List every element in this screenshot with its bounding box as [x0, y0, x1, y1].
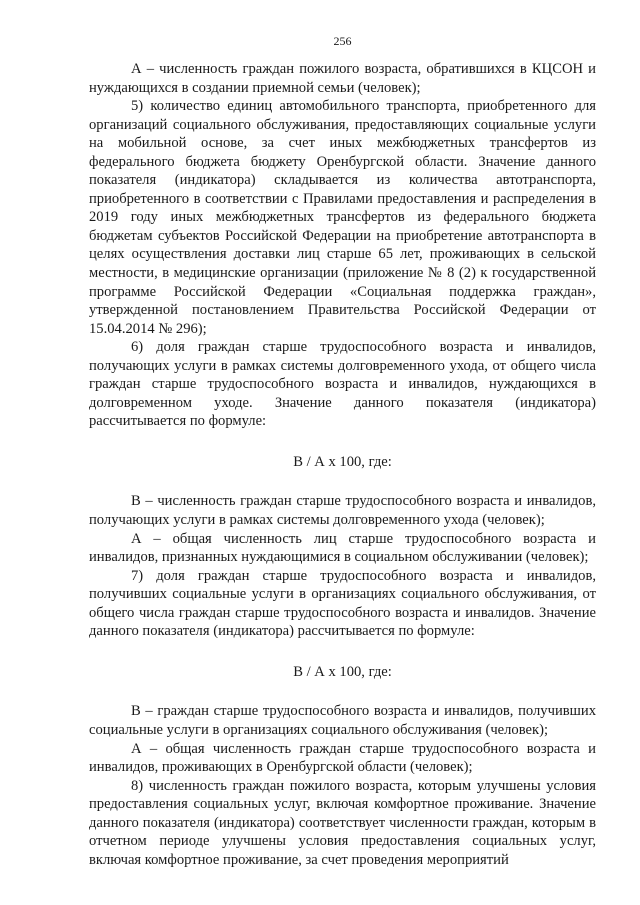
spacer	[89, 431, 596, 453]
spacer	[89, 641, 596, 663]
paragraph: 7) доля граждан старше трудоспособного возраста и инвалидов, получивших социальные услуги в организациях социального обслуживания, от общего числа граждан старше трудоспособного возраста и инвалидов. Значение данного показателя (индикатора) рассчитывается по формуле:	[89, 567, 596, 640]
spacer	[89, 681, 596, 702]
paragraph: 5) количество единиц автомобильного транспорта, приобретенного для организаций социального обслуживания, предоставляющих социальные услуги на мобильной основе, за счет иных межбюджетных трансфертов из федерального бюджета бюджету Оренбургской области. Значение данного показателя (индикатора) складывается из количества автотранспорта, приобретенного в соответствии с Правилами предоставления и распределения в 2019 году иных межбюджетных трансфертов из федерального бюджета бюджетам субъектов Российской Федерации на приобретение автотранспорта в целях осуществления доставки лиц старше 65 лет, проживающих в сельской местности, в медицинские организации (приложение № 8 (2) к государственной программе Российской Федерации «Социальная поддержка граждан», утвержденной постановлением Правительства Российской Федерации от 15.04.2014 № 296);	[89, 98, 596, 337]
paragraph: А – общая численность граждан старше трудоспособного возраста и инвалидов, проживающих в Оренбургской области (человек);	[89, 740, 596, 776]
paragraph: 8) численность граждан пожилого возраста, которым улучшены условия предоставления социальных услуг, включая комфортное проживание. Значение данного показателя (индикатора) соответствует численности граждан, которым в отчетном периоде улучшены условия предоставления социальных услуг, включая комфортное проживание, за счет проведения мероприятий	[89, 777, 596, 868]
page-number: 256	[333, 34, 352, 48]
formula: В / А х 100, где:	[293, 453, 392, 470]
formula: В / А х 100, где:	[293, 663, 392, 680]
document-page	[89, 34, 596, 869]
paragraph: 6) доля граждан старше трудоспособного возраста и инвалидов, получающих услуги в рамках системы долговременного ухода, от общего числа граждан старше трудоспособного возраста и инвалидов, нуждающихся в долговременном уходе. Значение данного показателя (индикатора) рассчитывается по формуле:	[89, 339, 596, 430]
paragraph: А – численность граждан пожилого возраста, обратившихся в КЦСОН и нуждающихся в создании приемной семьи (человек);	[89, 61, 596, 96]
paragraph: А – общая численность лиц старше трудоспособного возраста и инвалидов, признанных нуждающимися в социальном обслуживании (человек);	[89, 530, 596, 566]
spacer	[89, 471, 596, 492]
paragraph: В – численность граждан старше трудоспособного возраста и инвалидов, получающих услуги в рамках системы долговременного ухода (человек);	[89, 493, 596, 529]
paragraph: В – граждан старше трудоспособного возраста и инвалидов, получивших социальные услуги в организациях социального обслуживания (человек);	[89, 703, 596, 738]
